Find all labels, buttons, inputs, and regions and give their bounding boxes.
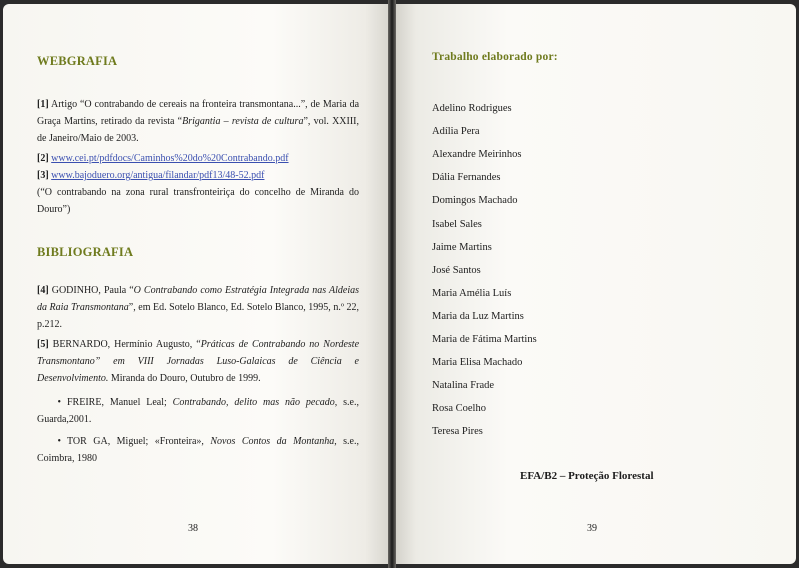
page-number-left: 38	[188, 523, 198, 534]
author-name: Natalina Frade	[432, 380, 495, 392]
webgrafia-heading: WEBGRAFIA	[37, 54, 118, 68]
reference-1	[37, 96, 359, 147]
reference-text: GODINHO, Paula “	[51, 285, 134, 296]
bullet-italic: Novos Contos da Montanha	[210, 436, 335, 447]
bibliography-bullet-2	[37, 433, 359, 467]
reference-4	[37, 282, 359, 333]
author-name: Teresa Pires	[432, 426, 483, 438]
author-name: Maria da Luz Martins	[432, 310, 524, 322]
author-name: Dália Fernandes	[432, 172, 501, 184]
bibliografia-heading: BIBLIOGRAFIA	[37, 245, 134, 259]
reference-text: ”, em Ed. Sotelo Blanco, Ed. Sotelo Blanco, 1995, n.º 22, p.212.	[37, 302, 359, 330]
reference-link[interactable]: www.bajoduero.org/antigua/filandar/pdf13/48-52.pdf	[51, 170, 265, 181]
reference-italic: Brigantia – revista de cultura	[182, 116, 304, 127]
course-footer: EFA/B2 – Proteção Florestal	[520, 470, 654, 482]
bullet-text: , s.e., Guarda,2001.	[37, 397, 359, 425]
author-name: Maria Amélia Luís	[432, 287, 512, 299]
author-name: Maria Elisa Machado	[432, 357, 523, 369]
reference-italic: O Contrabando como Estratégia Integrada nas Aldeias da Raia Transmontana	[37, 285, 360, 313]
reference-text: ”, vol. XXIII, de Janeiro/Maio de 2003.	[37, 116, 360, 144]
author-name: Rosa Coelho	[432, 403, 486, 415]
reference-number: [2]	[37, 153, 49, 164]
author-name: Adelino Rodrigues	[432, 103, 512, 114]
reference-text: Artigo “O contrabando de cereais na fronteira transmontana...”, de Maria da Graça Martins, retirado da revista “	[37, 99, 360, 127]
reference-5	[37, 336, 359, 387]
bullet-icon: •	[57, 397, 61, 408]
reference-2	[37, 150, 359, 167]
author-name: Adília Pera	[432, 126, 480, 138]
author-name: Isabel Sales	[432, 218, 482, 230]
reference-text: BERNARDO, Hermínio Augusto, “	[52, 339, 201, 350]
author-name: Domingos Machado	[432, 195, 518, 207]
reference-number: [5]	[37, 339, 49, 350]
author-name: José Santos	[432, 264, 481, 276]
left-page	[3, 4, 388, 564]
bullet-text: , s.e., Coimbra, 1980	[37, 436, 359, 464]
book-gutter	[388, 0, 396, 568]
reference-note: (“O contrabando na zona rural transfronteiriça do concelho de Miranda do Douro”)	[37, 187, 359, 215]
bullet-text: FREIRE, Manuel Leal;	[67, 397, 173, 408]
author-name: Jaime Martins	[432, 241, 492, 253]
reference-link[interactable]: www.cei.pt/pdfdocs/Caminhos%20do%20Contrabando.pdf	[51, 153, 289, 164]
author-name: Alexandre Meirinhos	[432, 149, 522, 161]
author-name: Maria de Fátima Martins	[432, 334, 537, 345]
bullet-italic: Contrabando, delito mas não pecado	[172, 397, 335, 408]
reference-number: [3]	[37, 170, 49, 181]
right-page	[396, 4, 796, 564]
bibliography-bullet-1	[37, 394, 359, 428]
reference-number: [1]	[37, 99, 49, 110]
reference-italic: Práticas de Contrabando no Nordeste Transmontano” em VIII Jornadas Luso-Galaicas de Ciência e Desenvolvimento.	[37, 339, 360, 384]
bullet-text: TOR GA, Miguel; «Fronteira»,	[67, 436, 211, 447]
authors-heading: Trabalho elaborado por:	[432, 51, 558, 63]
bullet-icon: •	[57, 436, 61, 447]
reference-number: [4]	[37, 285, 49, 296]
page-number-right: 39	[587, 523, 597, 534]
reference-text: Miranda do Douro, Outubro de 1999.	[108, 373, 261, 384]
reference-3	[37, 167, 359, 218]
